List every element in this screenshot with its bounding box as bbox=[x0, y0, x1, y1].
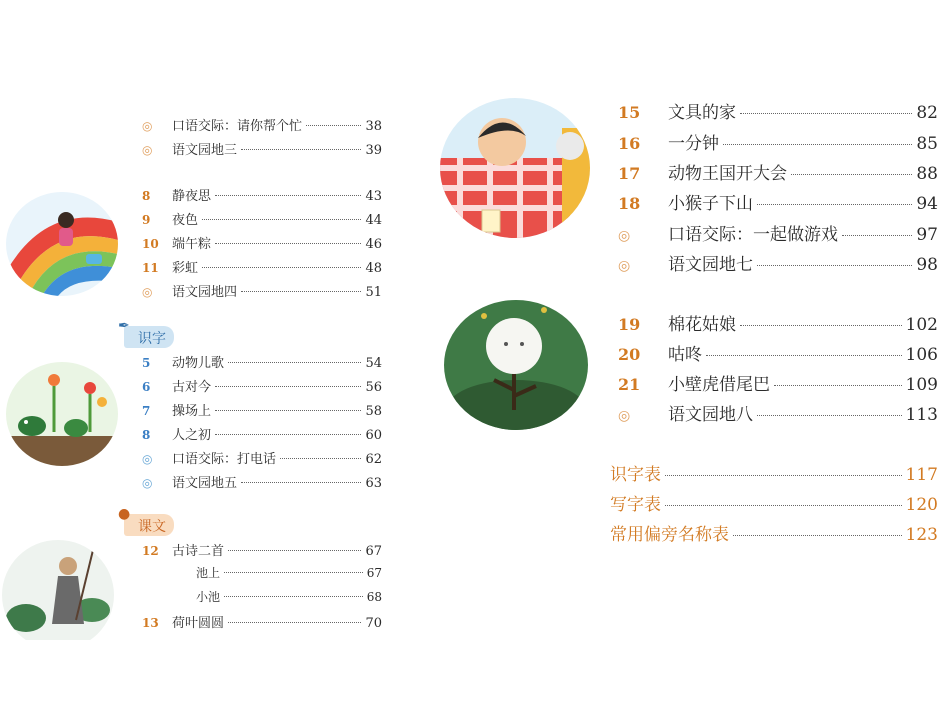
old-man-lotus-illustration bbox=[2, 540, 114, 640]
entry-title: 小壁虎借尾巴 bbox=[668, 375, 770, 395]
toc-entry[interactable] bbox=[618, 340, 938, 365]
lesson-number: 8 bbox=[142, 428, 151, 442]
entry-title: 口语交际：一起做游戏 bbox=[668, 225, 838, 245]
entry-page: 98 bbox=[916, 255, 938, 275]
entry-title: 小池 bbox=[196, 590, 221, 604]
bell-icon: ● bbox=[118, 506, 131, 522]
toc-entry[interactable] bbox=[618, 189, 938, 214]
entry-page: 117 bbox=[905, 465, 938, 485]
entry-title: 动物王国开大会 bbox=[668, 164, 787, 184]
entry-page: 62 bbox=[365, 452, 382, 467]
entry-title: 语文园地五 bbox=[172, 476, 238, 491]
entry-page: 120 bbox=[905, 495, 938, 515]
toc-entry[interactable] bbox=[142, 448, 382, 467]
leader-dots bbox=[241, 149, 361, 150]
entry-title: 小猴子下山 bbox=[668, 194, 753, 214]
toc-sub-entry[interactable] bbox=[196, 588, 382, 605]
entry-title: 荷叶圆圆 bbox=[172, 616, 225, 631]
toc-appendix-entry[interactable] bbox=[610, 490, 938, 515]
toc-entry[interactable] bbox=[142, 472, 382, 491]
toc-entry[interactable] bbox=[618, 310, 938, 335]
entry-title: 常用偏旁名称表 bbox=[610, 525, 729, 545]
toc-entry[interactable] bbox=[142, 424, 382, 443]
leader-dots bbox=[224, 596, 363, 597]
entry-page: 82 bbox=[916, 103, 938, 123]
toc-left-page bbox=[0, 100, 400, 640]
toc-entry[interactable] bbox=[142, 376, 382, 395]
entry-title: 端午粽 bbox=[172, 237, 212, 252]
entry-title: 棉花姑娘 bbox=[668, 315, 736, 335]
entry-title: 语文园地三 bbox=[172, 143, 238, 158]
entry-page: 67 bbox=[366, 566, 382, 580]
entry-page: 67 bbox=[365, 544, 382, 559]
leader-dots bbox=[733, 535, 902, 536]
leader-dots bbox=[774, 385, 902, 386]
entry-page: 85 bbox=[916, 134, 938, 154]
leader-dots bbox=[224, 572, 363, 573]
entry-title: 一分钟 bbox=[668, 134, 719, 154]
leader-dots bbox=[740, 325, 902, 326]
leader-dots bbox=[202, 267, 361, 268]
lesson-number: 9 bbox=[142, 213, 151, 227]
entry-page: 38 bbox=[365, 119, 382, 134]
toc-appendix-entry[interactable] bbox=[610, 520, 938, 545]
toc-entry[interactable] bbox=[142, 612, 382, 631]
entry-page: 43 bbox=[365, 189, 382, 204]
quill-icon: ✒ bbox=[118, 318, 130, 334]
lesson-number: 19 bbox=[618, 315, 641, 334]
section-tag-kewen bbox=[118, 506, 174, 536]
entry-title: 操场上 bbox=[172, 404, 212, 419]
entry-title: 静夜思 bbox=[172, 189, 212, 204]
toc-sub-entry[interactable] bbox=[196, 564, 382, 581]
leader-dots bbox=[215, 243, 361, 244]
toc-right-page bbox=[430, 88, 950, 558]
section-tag-label: 识字 bbox=[138, 331, 166, 347]
entry-page: 48 bbox=[365, 261, 382, 276]
toc-entry[interactable] bbox=[142, 139, 382, 158]
lesson-number: 12 bbox=[142, 544, 159, 558]
entry-page: 88 bbox=[916, 164, 938, 184]
entry-title: 口语交际：请你帮个忙 bbox=[172, 119, 303, 134]
lesson-number: 5 bbox=[142, 356, 151, 370]
leader-dots bbox=[306, 125, 361, 126]
entry-page: 123 bbox=[905, 525, 938, 545]
leader-dots bbox=[241, 482, 361, 483]
bullet-icon: ◎ bbox=[142, 476, 153, 490]
bullet-icon: ◎ bbox=[618, 258, 631, 274]
beetles-flowers-illustration bbox=[6, 362, 118, 466]
leader-dots bbox=[665, 475, 902, 476]
entry-title: 彩虹 bbox=[172, 261, 199, 276]
bullet-icon: ◎ bbox=[142, 119, 153, 133]
toc-entry[interactable] bbox=[142, 115, 382, 134]
entry-title: 池上 bbox=[196, 566, 221, 580]
toc-entry[interactable] bbox=[142, 352, 382, 371]
bullet-icon: ◎ bbox=[618, 228, 631, 244]
entry-page: 68 bbox=[366, 590, 382, 604]
toc-entry[interactable] bbox=[618, 159, 938, 184]
entry-title: 古对今 bbox=[172, 380, 212, 395]
cotton-girl-illustration bbox=[444, 300, 588, 430]
entry-title: 语文园地八 bbox=[668, 405, 753, 425]
lesson-number: 20 bbox=[618, 345, 641, 364]
toc-entry[interactable] bbox=[618, 250, 938, 275]
entry-page: 58 bbox=[365, 404, 382, 419]
entry-page: 94 bbox=[916, 194, 938, 214]
lesson-number: 15 bbox=[618, 103, 641, 122]
leader-dots bbox=[215, 434, 361, 435]
leader-dots bbox=[241, 291, 361, 292]
lesson-number: 8 bbox=[142, 189, 151, 203]
sleeping-boy-illustration bbox=[440, 98, 590, 238]
entry-page: 113 bbox=[905, 405, 938, 425]
toc-appendix-entry[interactable] bbox=[610, 460, 938, 485]
entry-title: 识字表 bbox=[610, 465, 661, 485]
leader-dots bbox=[757, 265, 912, 266]
entry-title: 咕咚 bbox=[668, 345, 702, 365]
entry-page: 106 bbox=[905, 345, 938, 365]
toc-entry[interactable] bbox=[142, 233, 382, 252]
toc-entry[interactable] bbox=[142, 185, 382, 204]
entry-page: 56 bbox=[365, 380, 382, 395]
bullet-icon: ◎ bbox=[142, 143, 153, 157]
entry-page: 44 bbox=[365, 213, 382, 228]
toc-entry[interactable] bbox=[142, 257, 382, 276]
leader-dots bbox=[228, 622, 361, 623]
leader-dots bbox=[791, 174, 912, 175]
entry-page: 60 bbox=[365, 428, 382, 443]
toc-entry[interactable] bbox=[142, 209, 382, 228]
toc-entry[interactable] bbox=[618, 400, 938, 425]
entry-title: 写字表 bbox=[610, 495, 661, 515]
leader-dots bbox=[665, 505, 902, 506]
entry-title: 夜色 bbox=[172, 213, 199, 228]
girl-rainbow-illustration bbox=[6, 192, 118, 296]
leader-dots bbox=[842, 235, 912, 236]
lesson-number: 11 bbox=[142, 261, 159, 275]
entry-page: 46 bbox=[365, 237, 382, 252]
entry-page: 63 bbox=[365, 476, 382, 491]
entry-page: 39 bbox=[365, 143, 382, 158]
toc-entry[interactable] bbox=[618, 370, 938, 395]
lesson-number: 18 bbox=[618, 194, 641, 213]
section-tag-label: 课文 bbox=[138, 519, 166, 535]
leader-dots bbox=[280, 458, 361, 459]
lesson-number: 6 bbox=[142, 380, 151, 394]
toc-entry[interactable] bbox=[618, 220, 938, 245]
leader-dots bbox=[228, 362, 361, 363]
entry-page: 97 bbox=[916, 225, 938, 245]
bullet-icon: ◎ bbox=[142, 285, 153, 299]
entry-page: 54 bbox=[365, 356, 382, 371]
leader-dots bbox=[215, 386, 361, 387]
leader-dots bbox=[202, 219, 361, 220]
entry-page: 109 bbox=[905, 375, 938, 395]
leader-dots bbox=[215, 410, 361, 411]
lesson-number: 10 bbox=[142, 237, 159, 251]
leader-dots bbox=[723, 144, 912, 145]
toc-entry[interactable] bbox=[142, 540, 382, 559]
entry-title: 古诗二首 bbox=[172, 544, 225, 559]
entry-title: 动物儿歌 bbox=[172, 356, 225, 371]
leader-dots bbox=[757, 204, 912, 205]
lesson-number: 13 bbox=[142, 616, 159, 630]
lesson-number: 16 bbox=[618, 134, 641, 153]
entry-page: 51 bbox=[365, 285, 382, 300]
entry-page: 102 bbox=[905, 315, 938, 335]
leader-dots bbox=[740, 113, 912, 114]
entry-title: 语文园地四 bbox=[172, 285, 238, 300]
section-tag-shizi bbox=[118, 318, 174, 348]
entry-title: 口语交际：打电话 bbox=[172, 452, 277, 467]
entry-page: 70 bbox=[365, 616, 382, 631]
lesson-number: 21 bbox=[618, 375, 641, 394]
bullet-icon: ◎ bbox=[142, 452, 153, 466]
entry-title: 文具的家 bbox=[668, 103, 736, 123]
lesson-number: 17 bbox=[618, 164, 641, 183]
toc-entry[interactable] bbox=[142, 281, 382, 300]
leader-dots bbox=[706, 355, 902, 356]
entry-title: 人之初 bbox=[172, 428, 212, 443]
entry-title: 语文园地七 bbox=[668, 255, 753, 275]
leader-dots bbox=[757, 415, 902, 416]
toc-entry[interactable] bbox=[618, 129, 938, 154]
toc-entry[interactable] bbox=[618, 98, 938, 123]
lesson-number: 7 bbox=[142, 404, 151, 418]
leader-dots bbox=[215, 195, 361, 196]
bullet-icon: ◎ bbox=[618, 408, 631, 424]
leader-dots bbox=[228, 550, 361, 551]
toc-entry[interactable] bbox=[142, 400, 382, 419]
